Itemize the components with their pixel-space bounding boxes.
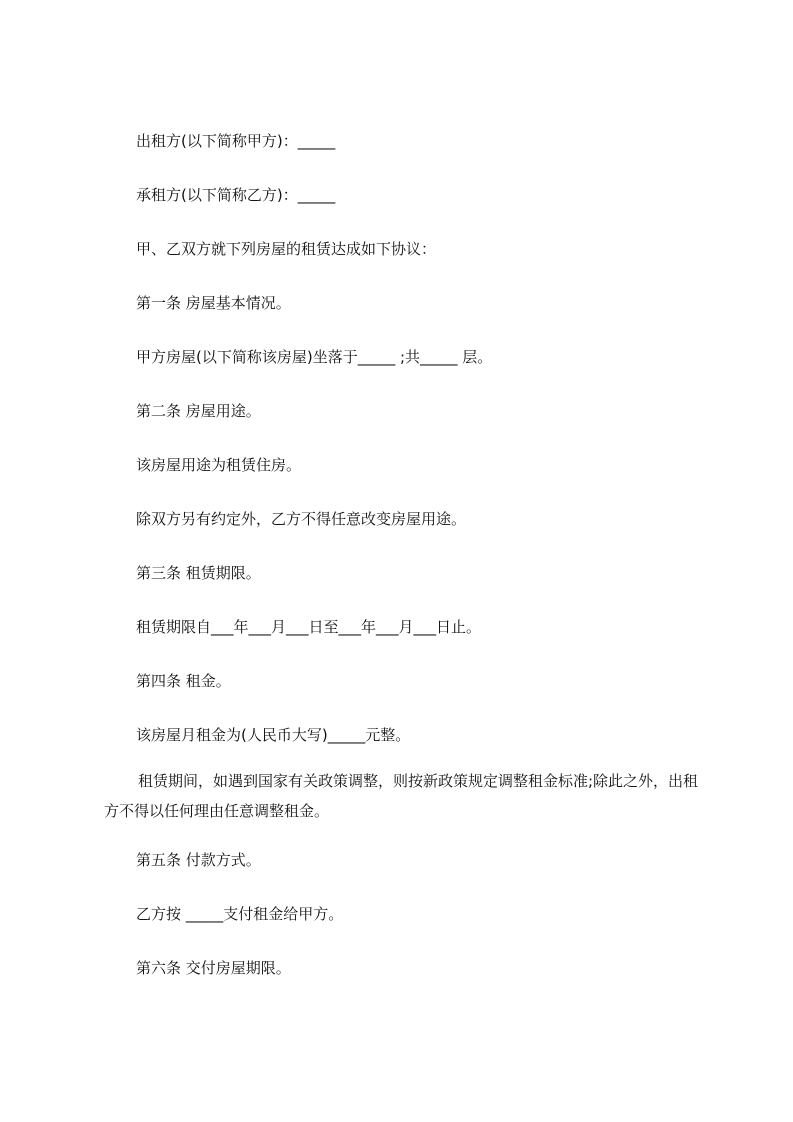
article-2-text-1: 该房屋用途为租赁住房。	[136, 456, 302, 474]
article-4-heading: 第四条 租金。	[136, 672, 231, 690]
article-2-text-2: 除双方另有约定外，乙方不得任意改变房屋用途。	[136, 510, 467, 528]
article-1-heading: 第一条 房屋基本情况。	[136, 294, 291, 312]
article-4-text-1: 该房屋月租金为(人民币大写)_____元整。	[136, 726, 411, 744]
article-3-text: 租赁期限自___年___月___日至___年___月___日止。	[136, 618, 482, 636]
agreement-intro: 甲、乙双方就下列房屋的租赁达成如下协议：	[136, 240, 437, 258]
article-1-text: 甲方房屋(以下简称该房屋)坐落于_____ ;共_____ 层。	[136, 348, 493, 366]
article-3-heading: 第三条 租赁期限。	[136, 564, 261, 582]
article-2-heading: 第二条 房屋用途。	[136, 402, 261, 420]
article-5-heading: 第五条 付款方式。	[136, 851, 261, 869]
article-6-heading: 第六条 交付房屋期限。	[136, 959, 291, 977]
lessee-line: 承租方(以下简称乙方)：_____	[136, 186, 336, 204]
article-4-text-2-content: 租赁期间，如遇到国家有关政策调整，则按新政策规定调整租金标准;除此之外，出租方不得以任何理由任意调整租金。	[104, 772, 699, 820]
lessor-line: 出租方(以下简称甲方)：_____	[136, 132, 336, 150]
article-5-text: 乙方按 _____支付租金给甲方。	[136, 905, 344, 923]
article-4-text-2	[104, 766, 704, 826]
